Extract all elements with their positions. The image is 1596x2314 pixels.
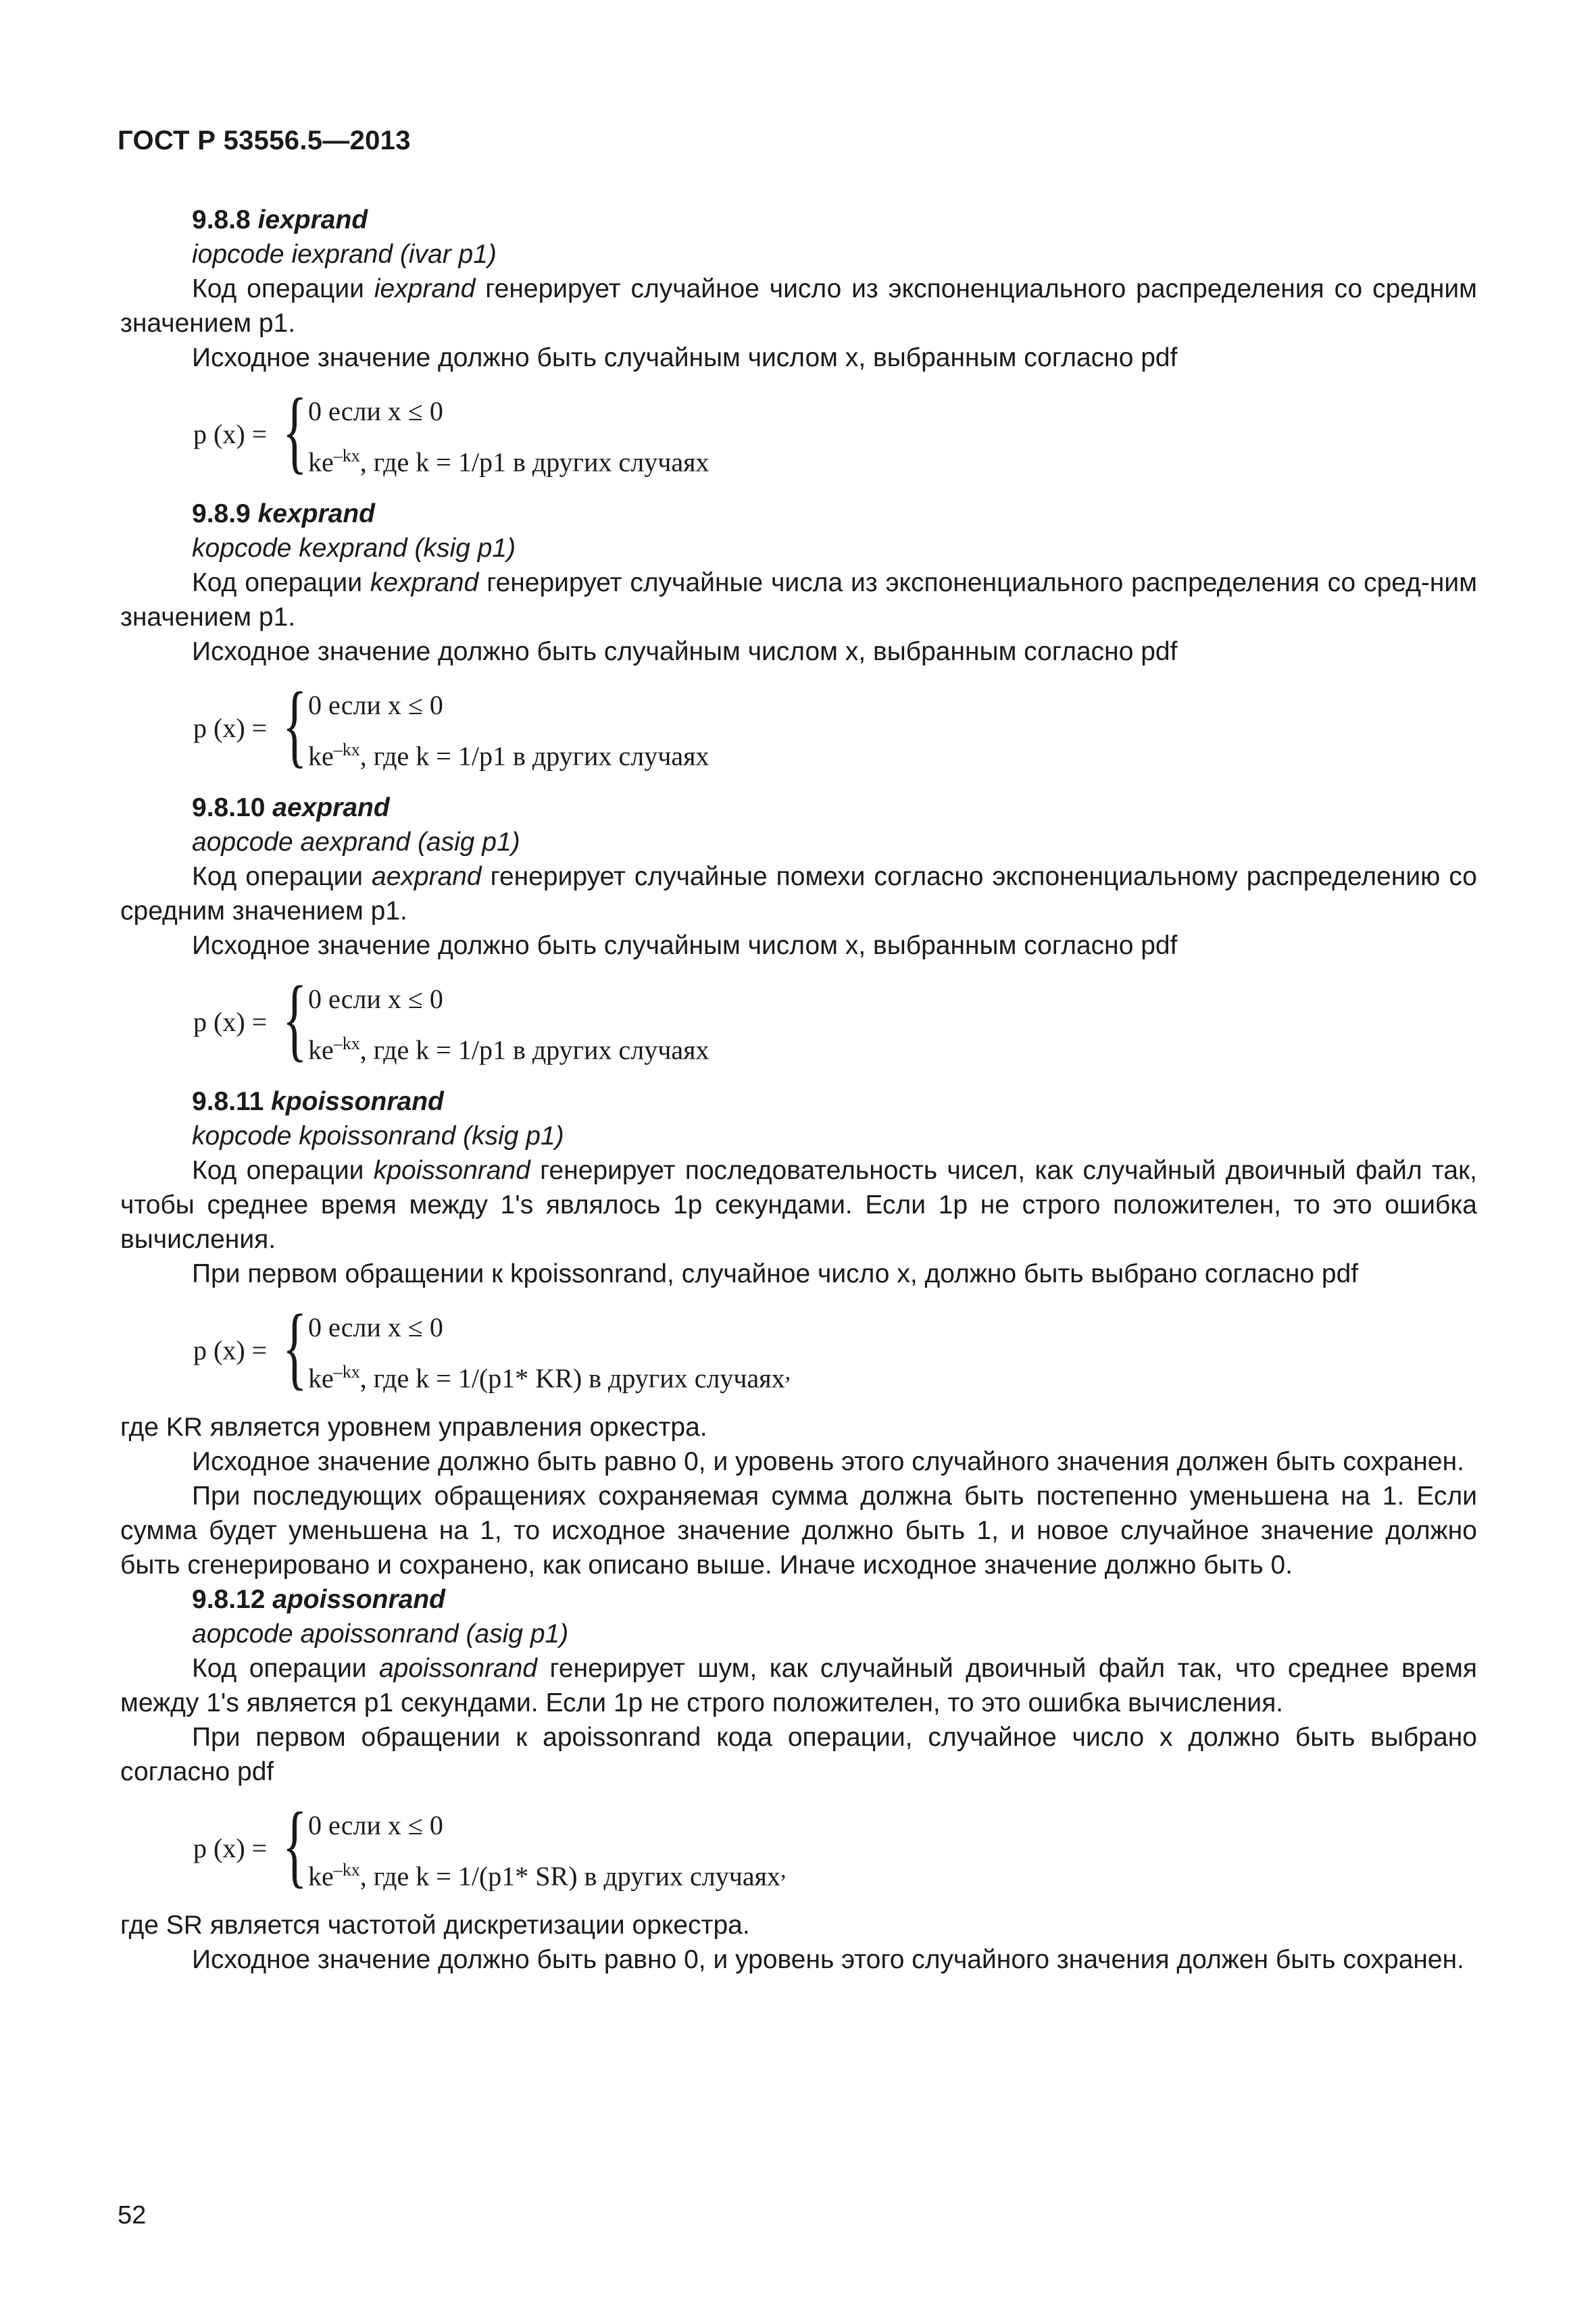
opcode-signature: kopcode kpoissonrand (ksig p1) bbox=[192, 1122, 564, 1151]
opcode-signature: aopcode aexprand (asig p1) bbox=[192, 828, 520, 857]
paragraph: Код операции aexprand генерирует случайные помехи согласно экспоненциальному распределению со средним значением p1. bbox=[120, 862, 1478, 926]
pdf-formula: p (x) = { 0 если x ≤ 0 $ke^{-kx}$, где k = 1/p1 в других случаях bbox=[193, 379, 709, 482]
paragraph: Исходное значение должно быть случайным числом x, выбранным согласно pdf bbox=[192, 343, 1178, 372]
pdf-formula: p (x) = { 0 если x ≤ 0 $ke^{-kx}$, где k = 1/p1 в других случаях bbox=[193, 967, 709, 1070]
opcode-signature: kopcode kexprand (ksig p1) bbox=[192, 534, 516, 563]
paragraph: Исходное значение должно быть случайным числом x, выбранным согласно pdf bbox=[192, 637, 1178, 666]
paragraph: Исходное значение должно быть равно 0, и уровень этого случайного значения должен быть сохранен. bbox=[192, 1447, 1464, 1476]
section-heading: 9.8.8 iexprand bbox=[192, 205, 368, 234]
section-heading: 9.8.9 kexprand bbox=[192, 499, 375, 528]
paragraph: Код операции iexprand генерирует случайное число из экспоненциального распределения со средним значением p1. bbox=[120, 274, 1477, 338]
opcode-signature: aopcode apoissonrand (asig p1) bbox=[192, 1619, 569, 1649]
document-header: ГОСТ Р 53556.5—2013 bbox=[118, 126, 411, 155]
paragraph: где KR является уровнем управления оркестра. bbox=[120, 1413, 707, 1442]
paragraph: При первом обращении к apoissonrand кода операции, случайное число x должно быть выбрано согласно pdf bbox=[120, 1723, 1477, 1786]
paragraph: Исходное значение должно быть случайным числом x, выбранным согласно pdf bbox=[192, 931, 1178, 960]
section-heading: 9.8.11 kpoissonrand bbox=[192, 1087, 444, 1116]
paragraph: Код операции apoissonrand генерирует шум, как случайный двоичный файл так, что среднее время между 1's является p1 секундами. Если 1p не строго положителен, то это ошибка вычисления. bbox=[120, 1654, 1477, 1717]
page-number: 52 bbox=[118, 2201, 147, 2230]
opcode-signature: iopcode iexprand (ivar p1) bbox=[192, 240, 497, 269]
page-content bbox=[120, 203, 1477, 1977]
paragraph: При последующих обращениях сохраняемая сумма должна быть постепенно уменьшена на 1. Если сумма будет уменьшена на 1, то исходное значение должно быть 1, и новое случайное значение должно быть сгенерировано и сохранено, как описано выше. Иначе исходное значение должно быть 0. bbox=[120, 1482, 1477, 1580]
paragraph: При первом обращении к kpoissonrand, случайное число x, должно быть выбрано согласно pdf bbox=[192, 1259, 1359, 1288]
section-heading: 9.8.12 apoissonrand bbox=[192, 1585, 445, 1614]
paragraph: Исходное значение должно быть равно 0, и уровень этого случайного значения должен быть сохранен. bbox=[192, 1945, 1464, 1974]
section-heading: 9.8.10 aexprand bbox=[192, 793, 390, 822]
paragraph: Код операции kexprand генерирует случайные числа из экспоненциального распределения со сред-ним значением p1. bbox=[120, 568, 1478, 632]
paragraph: где SR является частотой дискретизации оркестра. bbox=[120, 1911, 750, 1940]
pdf-formula: p (x) = { 0 если x ≤ 0 $ke^{-kx}$, где k = 1/(p1* KR) в других случаях, bbox=[193, 1295, 791, 1399]
pdf-formula: p (x) = { 0 если x ≤ 0 $ke^{-kx}$, где k = 1/(p1* SR) в других случаях, bbox=[193, 1793, 787, 1896]
paragraph: Код операции kpoissonrand генерирует последовательность чисел, как случайный двоичный файл так, чтобы среднее время между 1's являлось 1p секундами. Если 1p не строго положителен, то это ошибка вычисления. bbox=[120, 1156, 1477, 1254]
pdf-formula: p (x) = { 0 если x ≤ 0 $ke^{-kx}$, где k = 1/p1 в других случаях bbox=[193, 673, 709, 776]
